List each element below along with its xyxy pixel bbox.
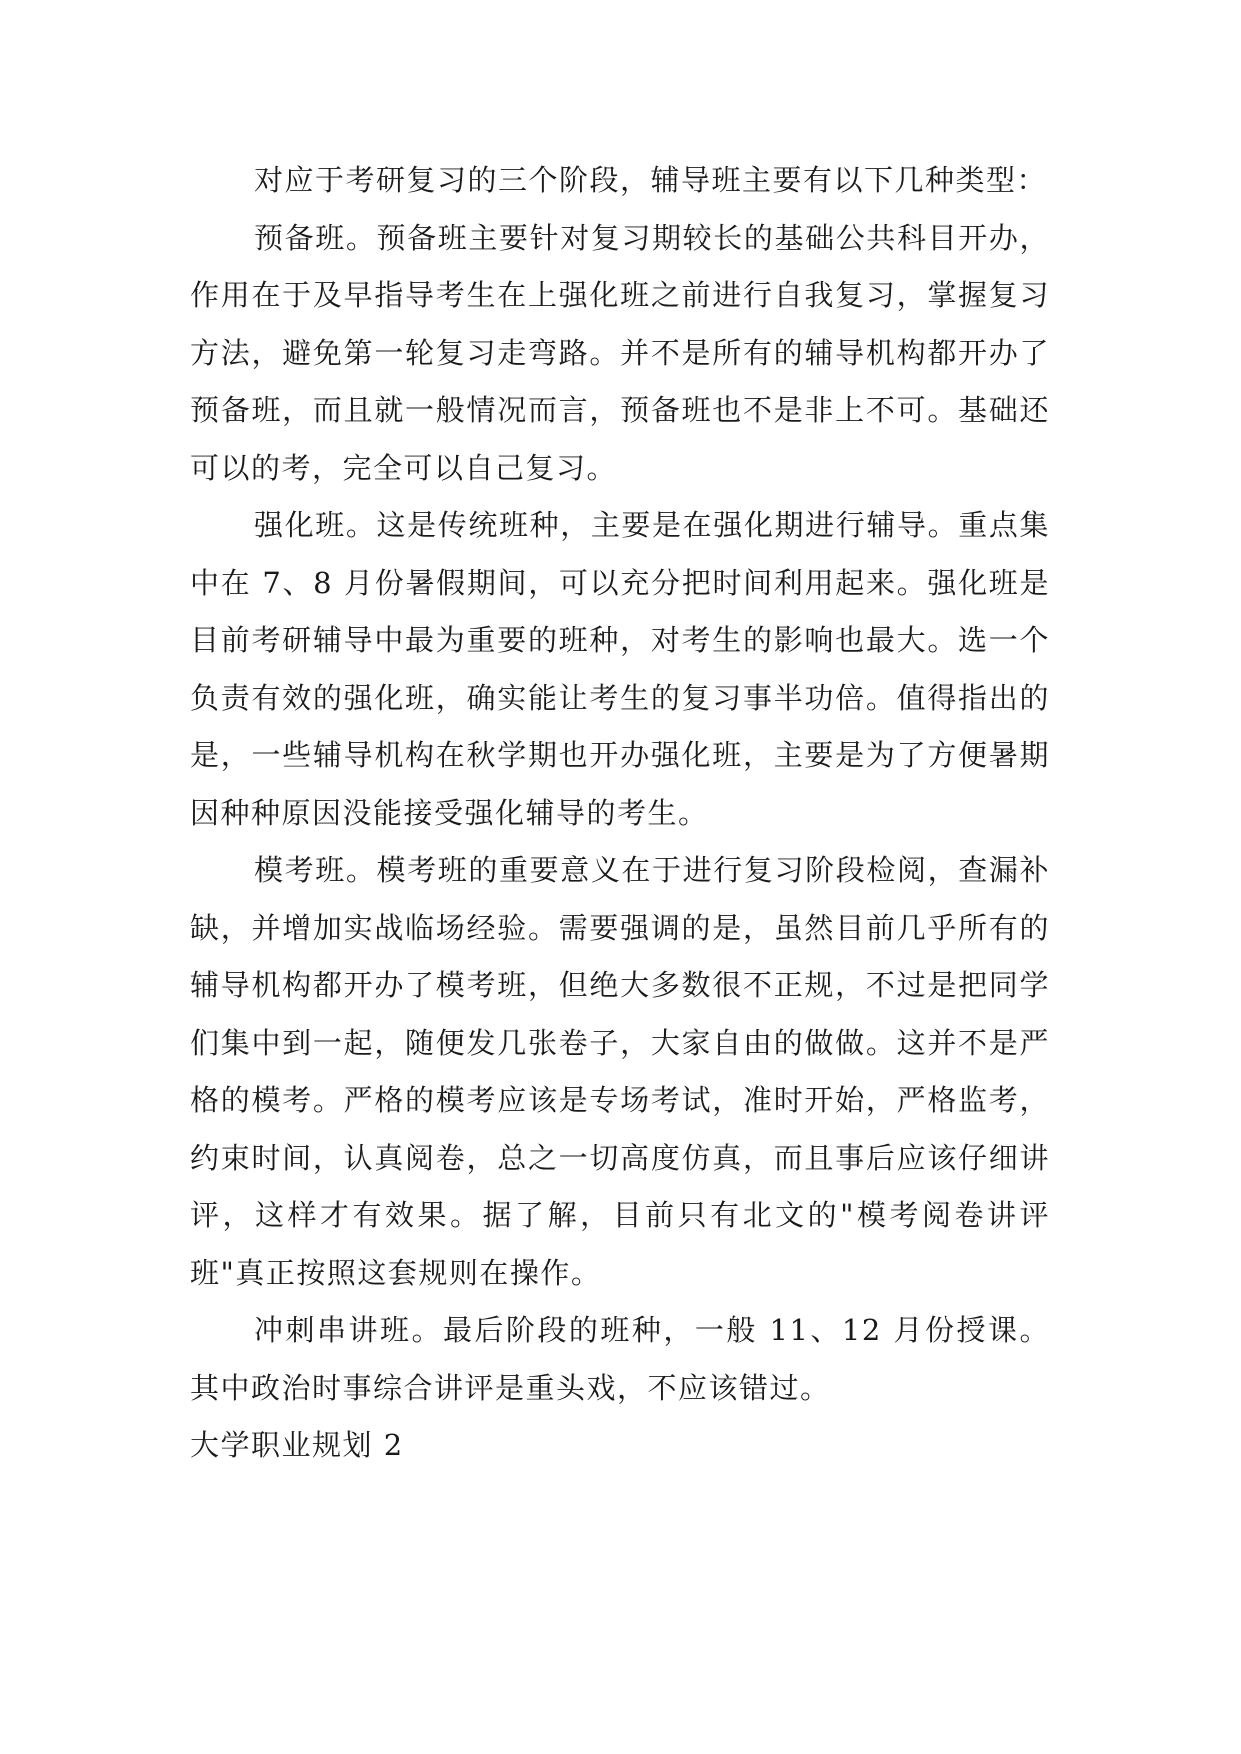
paragraph-preparatory-class: 预备班。预备班主要针对复习期较长的基础公共科目开办，作用在于及早指导考生在上强化班之前进行自我复习，掌握复习方法，避免第一轮复习走弯路。并不是所有的辅导机构都开办了预备班，而且就一般情况而言，预备班也不是非上不可。基础还可以的考，完全可以自己复习。 [190, 220, 1050, 485]
paragraph-mock-exam-class: 模考班。模考班的重要意义在于进行复习阶段检阅，查漏补缺，并增加实战临场经验。需要强调的是，虽然目前几乎所有的辅导机构都开办了模考班，但绝大多数很不正规，不过是把同学们集中到一起，随便发几张卷子，大家自由的做做。这并不是严格的模考。严格的模考应该是专场考试，准时开始，严格监考，约束时间，认真阅卷，总之一切高度仿真，而且事后应该仔细讲评，这样才有效果。据了解，目前只有北文的"模考阅卷讲评班"真正按照这套规则在操作。 [190, 853, 1050, 1290]
paragraph-intensive-class: 强化班。这是传统班种，主要是在强化期进行辅导。重点集中在 7、8 月份暑假期间，可以充分把时间利用起来。强化班是目前考研辅导中最为重要的班种，对考生的影响也最大。选一个负责有效的强化班，确实能让考生的复习事半功倍。值得指出的是，一些辅导机构在秋学期也开办强化班，主要是为了方便暑期因种种原因没能接受强化辅导的考生。 [190, 508, 1050, 830]
section-heading: 大学职业规划 2 [190, 1428, 404, 1462]
paragraph-sprint-class: 冲刺串讲班。最后阶段的班种，一般 11、12 月份授课。其中政治时事综合讲评是重头戏，不应该错过。 [190, 1313, 1050, 1405]
document-body [190, 152, 1050, 1475]
paragraph-intro: 对应于考研复习的三个阶段，辅导班主要有以下几种类型： [254, 163, 1048, 197]
